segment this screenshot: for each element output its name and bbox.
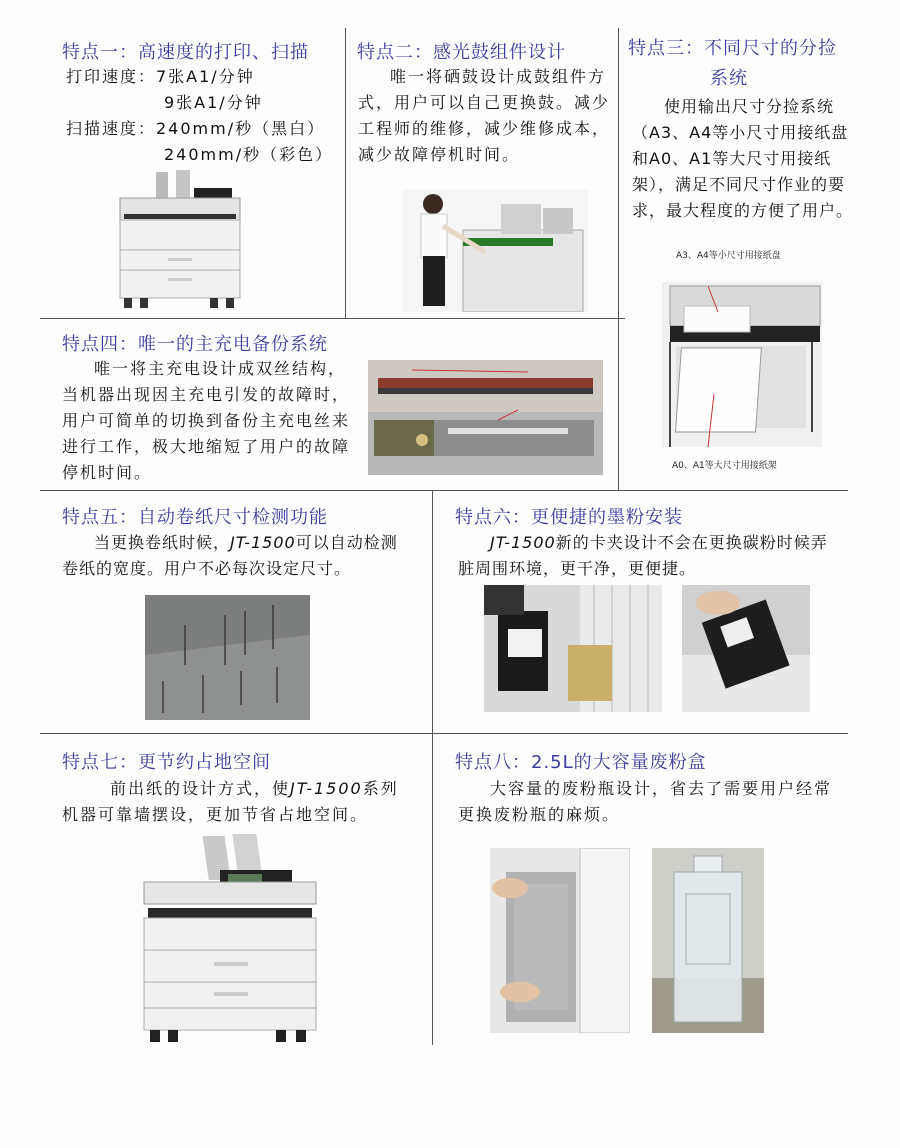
feature-6-title: 特点六：更便捷的墨粉安装 xyxy=(455,507,683,528)
feature-3-title-line1: 特点三：不同尺寸的分捡 xyxy=(628,38,837,59)
feature-5-title: 特点五：自动卷纸尺寸检测功能 xyxy=(62,507,328,528)
feature-7-title: 特点七：更节约占地空间 xyxy=(62,752,271,773)
feature-2-text: 唯一将硒鼓设计成鼓组件方式，用户可以自己更换鼓。减少工程师的维修，减少维修成本，减少故障停机时间。 xyxy=(358,67,611,164)
feature-5-text-pre: 当更换卷纸时候， xyxy=(94,533,231,552)
feature-5-text xyxy=(62,530,414,582)
paper-width-sensor-photo xyxy=(145,595,310,720)
divider-col3 xyxy=(432,490,433,1045)
feature-7-text-post: 系列机器可靠墙摆设，更加节省占地空间。 xyxy=(62,779,399,824)
toner-cartridge-photo-1 xyxy=(484,585,662,712)
charger-wire-photo xyxy=(368,360,603,475)
feature-6-text xyxy=(458,530,842,582)
feature-6-model: JT-1500 xyxy=(490,533,556,552)
divider-row3 xyxy=(40,733,848,734)
feature-3-title-line2: 系统 xyxy=(710,68,748,89)
divider-col1 xyxy=(345,28,346,318)
feature-8-text: 大容量的废粉瓶设计，省去了需要用户经常更换废粉瓶的麻烦。 xyxy=(458,779,833,824)
waste-toner-photo-2 xyxy=(652,848,764,1033)
print-speed-line-1: 打印速度：7张A1/分钟 xyxy=(66,67,255,86)
divider-row2 xyxy=(40,490,848,491)
feature-5-text-post: 可以自动检测卷纸的宽度。用户不必每次设定尺寸。 xyxy=(62,533,398,578)
scan-speed-line-1: 扫描速度：240mm/秒（黑白） xyxy=(66,119,326,138)
feature-6-text-post: 新的卡夹设计不会在更换碳粉时候弄脏周围环境，更干净，更便捷。 xyxy=(458,533,828,578)
feature-4-text: 唯一将主充电设计成双丝结构，当机器出现因主充电引发的故障时，用户可简单的切换到备份主充电丝来进行工作，极大地缩短了用户的故障停机时间。 xyxy=(62,359,351,482)
waste-toner-photo-1 xyxy=(490,848,630,1033)
divider-col2 xyxy=(618,28,619,490)
drum-replacement-photo xyxy=(403,190,588,312)
feature-2-title: 特点二：感光鼓组件设计 xyxy=(357,42,566,63)
feature-8-title: 特点八：2.5L的大容量废粉盒 xyxy=(455,752,707,773)
sorter-photo xyxy=(662,282,822,447)
feature-1-title: 特点一：高速度的打印、扫描 xyxy=(62,42,309,63)
divider-row1 xyxy=(40,318,625,319)
feature-5-model: JT-1500 xyxy=(230,533,296,552)
sorter-label-rack: A0、A1等大尺寸用接纸架 xyxy=(672,461,777,471)
feature-7-text xyxy=(62,776,410,828)
scan-speed-line-2: 240mm/秒（彩色） xyxy=(164,145,334,164)
feature-1-text xyxy=(66,64,336,168)
feature-4-title: 特点四：唯一的主充电备份系统 xyxy=(62,334,328,355)
feature-7-model: JT-1500 xyxy=(290,779,363,798)
printer-photo-small xyxy=(110,166,250,312)
feature-3-text: 使用输出尺寸分捡系统（A3、A4等小尺寸用接纸盘和A0、A1等大尺寸用接纸架），满足不同尺寸作业的要求，最大程度的方便了用户。 xyxy=(632,97,854,220)
sorter-label-tray: A3、A4等小尺寸用接纸盘 xyxy=(676,251,781,261)
toner-cartridge-photo-2 xyxy=(682,585,810,712)
feature-7-text-pre: 前出纸的设计方式，使 xyxy=(110,779,291,798)
printer-photo-large xyxy=(134,832,324,1044)
print-speed-line-2: 9张A1/分钟 xyxy=(164,93,263,112)
